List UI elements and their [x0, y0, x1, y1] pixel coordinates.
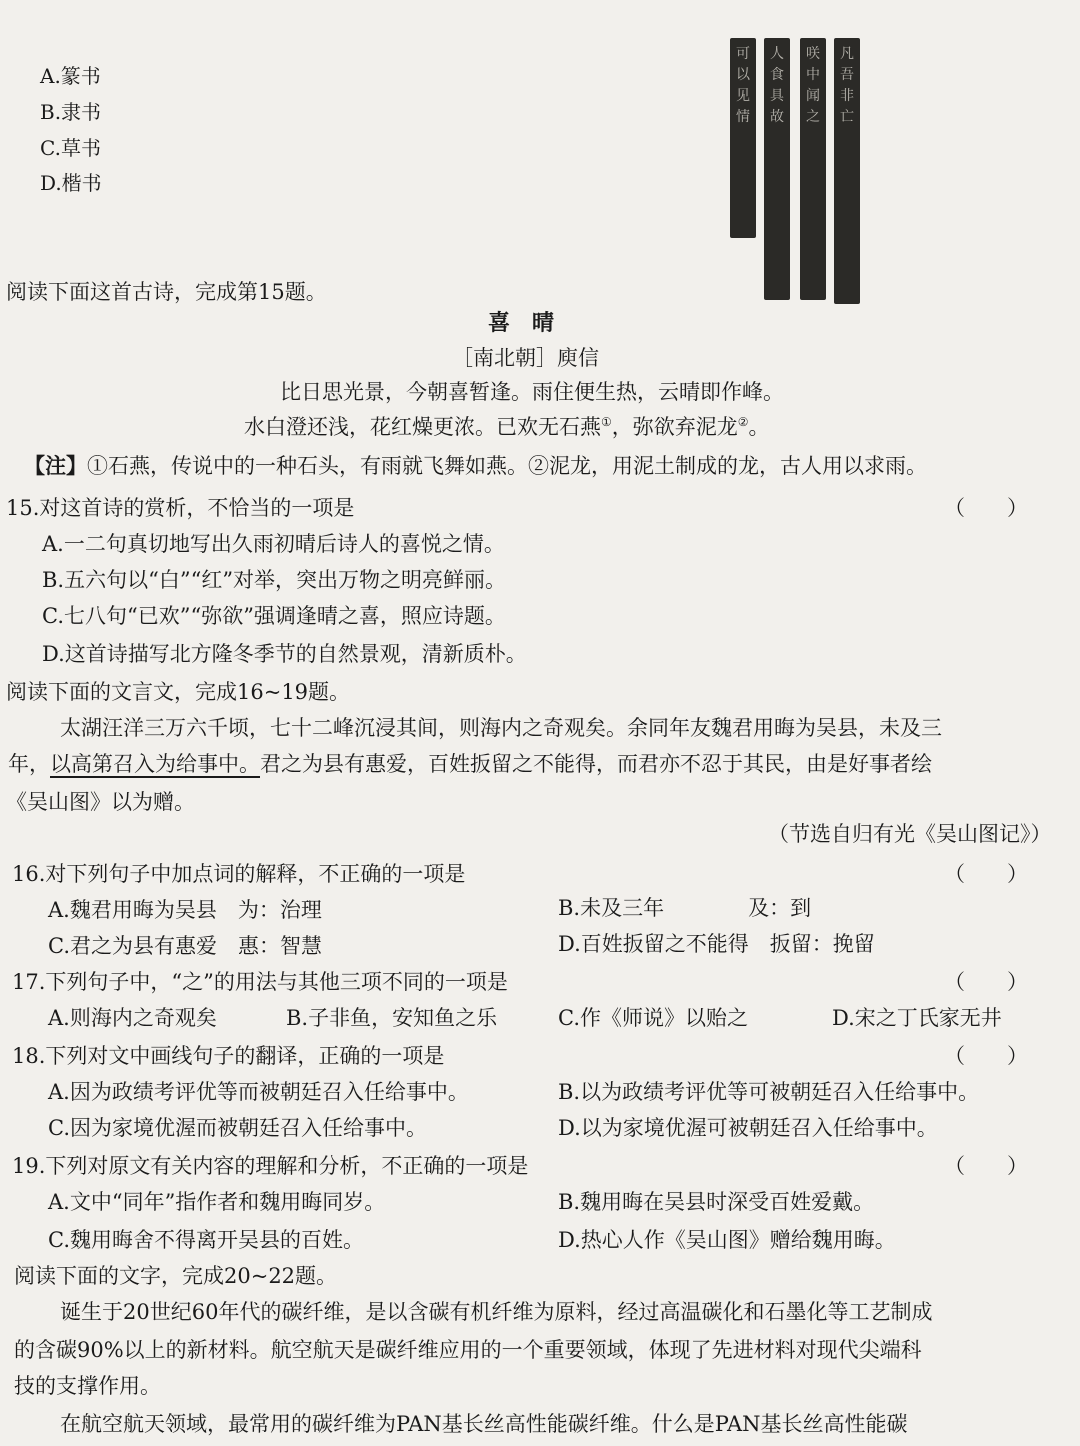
passage1-intro: 阅读下面的文言文，完成16~19题。: [6, 680, 351, 704]
q17-stem: 17.下列句子中，“之”的用法与其他三项不同的一项是 （ ）: [12, 966, 1056, 996]
q15-option-a: A.一二句真切地写出久雨初晴后诗人的喜悦之情。: [42, 532, 505, 556]
q19-option-b: B.魏用晦在吴县时深受百姓爱戴。: [558, 1190, 875, 1214]
passage1-line-1: 太湖汪洋三万六千顷，七十二峰沉浸其间，则海内之奇观矣。余同年友魏君用晦为吴县，未及三: [60, 716, 942, 740]
q15-option-d: D.这首诗描写北方隆冬季节的自然景观，清新质朴。: [42, 642, 527, 666]
q19-stem: 19.下列对原文有关内容的理解和分析，不正确的一项是 （ ）: [12, 1150, 1056, 1180]
calligraphy-slips-image: [730, 38, 860, 306]
q18-option-b: B.以为政绩考评优等可被朝廷召入任给事中。: [558, 1080, 980, 1104]
top-option-b: B.隶书: [40, 100, 102, 124]
slip-3: 咲 中 闻 之: [800, 38, 826, 300]
q15-option-b: B.五六句以“白”“红”对举，突出万物之明亮鲜丽。: [42, 568, 507, 592]
passage2-intro: 阅读下面的文字，完成20~22题。: [14, 1264, 338, 1288]
answer-paren: （ ）: [944, 970, 1028, 994]
answer-paren: （ ）: [944, 496, 1028, 520]
passage1-line-3: 《吴山图》以为赠。: [6, 790, 195, 814]
answer-paren: （ ）: [944, 1044, 1028, 1068]
q16-option-a: A.魏君用晦为吴县 为：治理: [48, 898, 322, 922]
top-option-c: C.草书: [40, 136, 101, 160]
q15-option-c: C.七八句“已欢”“弥欲”强调逢晴之喜，照应诗题。: [42, 604, 506, 628]
q17-option-b: B.子非鱼，安知鱼之乐: [286, 1006, 498, 1030]
q19-option-a: A.文中“同年”指作者和魏用晦同岁。: [48, 1190, 386, 1214]
answer-paren: （ ）: [944, 862, 1028, 886]
q17-option-d: D.宋之丁氏家无井: [832, 1006, 1002, 1030]
q18-option-c: C.因为家境优渥而被朝廷召入任给事中。: [48, 1116, 427, 1140]
poem-intro: 阅读下面这首古诗，完成第15题。: [6, 280, 327, 304]
q16-stem: 16.对下列句子中加点词的解释，不正确的一项是 （ ）: [12, 858, 1056, 888]
q16-option-d: D.百姓扳留之不能得 扳留：挽留: [558, 932, 875, 956]
q15-stem: 15.对这首诗的赏析，不恰当的一项是 （ ）: [6, 492, 1056, 522]
q17-option-a: A.则海内之奇观矣: [48, 1006, 217, 1030]
passage1-line-2: 年，以高第召入为给事中。君之为县有惠爱，百姓扳留之不能得，而君亦不忍于其民，由是好事者绘: [8, 752, 932, 776]
slip-2: 人 食 具 故: [764, 38, 790, 300]
poem-line-1: 比日思光景，今朝喜暂逢。雨住便生热，云晴即作峰。: [280, 380, 784, 404]
top-option-a: A.篆书: [40, 64, 101, 88]
poem-line-2: 水白澄还浅，花红燥更浓。已欢无石燕①，弥欲弃泥龙②。: [244, 415, 770, 439]
q18-option-a: A.因为政绩考评优等而被朝廷召入任给事中。: [48, 1080, 469, 1104]
slip-1: 可 以 见 情: [730, 38, 756, 238]
q18-option-d: D.以为家境优渥可被朝廷召入任给事中。: [558, 1116, 938, 1140]
passage2-line-1: 诞生于20世纪60年代的碳纤维，是以含碳有机纤维为原料，经过高温碳化和石墨化等工艺制成: [60, 1300, 933, 1324]
slip-4: 凡 吾 非 亡: [834, 38, 860, 304]
poem-author: ［南北朝］庾信: [452, 346, 599, 370]
q17-option-c: C.作《师说》以贻之: [558, 1006, 748, 1030]
passage1-source: （节选自归有光《吴山图记》）: [768, 822, 1052, 846]
poem-note: 【注】①石燕，传说中的一种石头，有雨就飞舞如燕。②泥龙，用泥土制成的龙，古人用以求雨。: [24, 453, 927, 478]
top-option-d: D.楷书: [40, 171, 102, 195]
underlined-sentence: 以高第召入为给事中。: [50, 752, 260, 776]
q19-option-c: C.魏用晦舍不得离开吴县的百姓。: [48, 1228, 364, 1252]
poem-title: 喜 晴: [488, 310, 555, 336]
passage2-line-2: 的含碳90%以上的新材料。航空航天是碳纤维应用的一个重要领域，体现了先进材料对现代尖端科: [14, 1338, 922, 1362]
q16-option-b: B.未及三年 及：到: [558, 896, 812, 920]
answer-paren: （ ）: [944, 1154, 1028, 1178]
q16-option-c: C.君之为县有惠爱 惠：智慧: [48, 934, 322, 958]
passage2-line-4: 在航空航天领域，最常用的碳纤维为PAN基长丝高性能碳纤维。什么是PAN基长丝高性能碳: [60, 1412, 908, 1436]
q19-option-d: D.热心人作《吴山图》赠给魏用晦。: [558, 1228, 896, 1252]
q18-stem: 18.下列对文中画线句子的翻译，正确的一项是 （ ）: [12, 1040, 1056, 1070]
passage2-line-3: 技的支撑作用。: [14, 1374, 161, 1398]
